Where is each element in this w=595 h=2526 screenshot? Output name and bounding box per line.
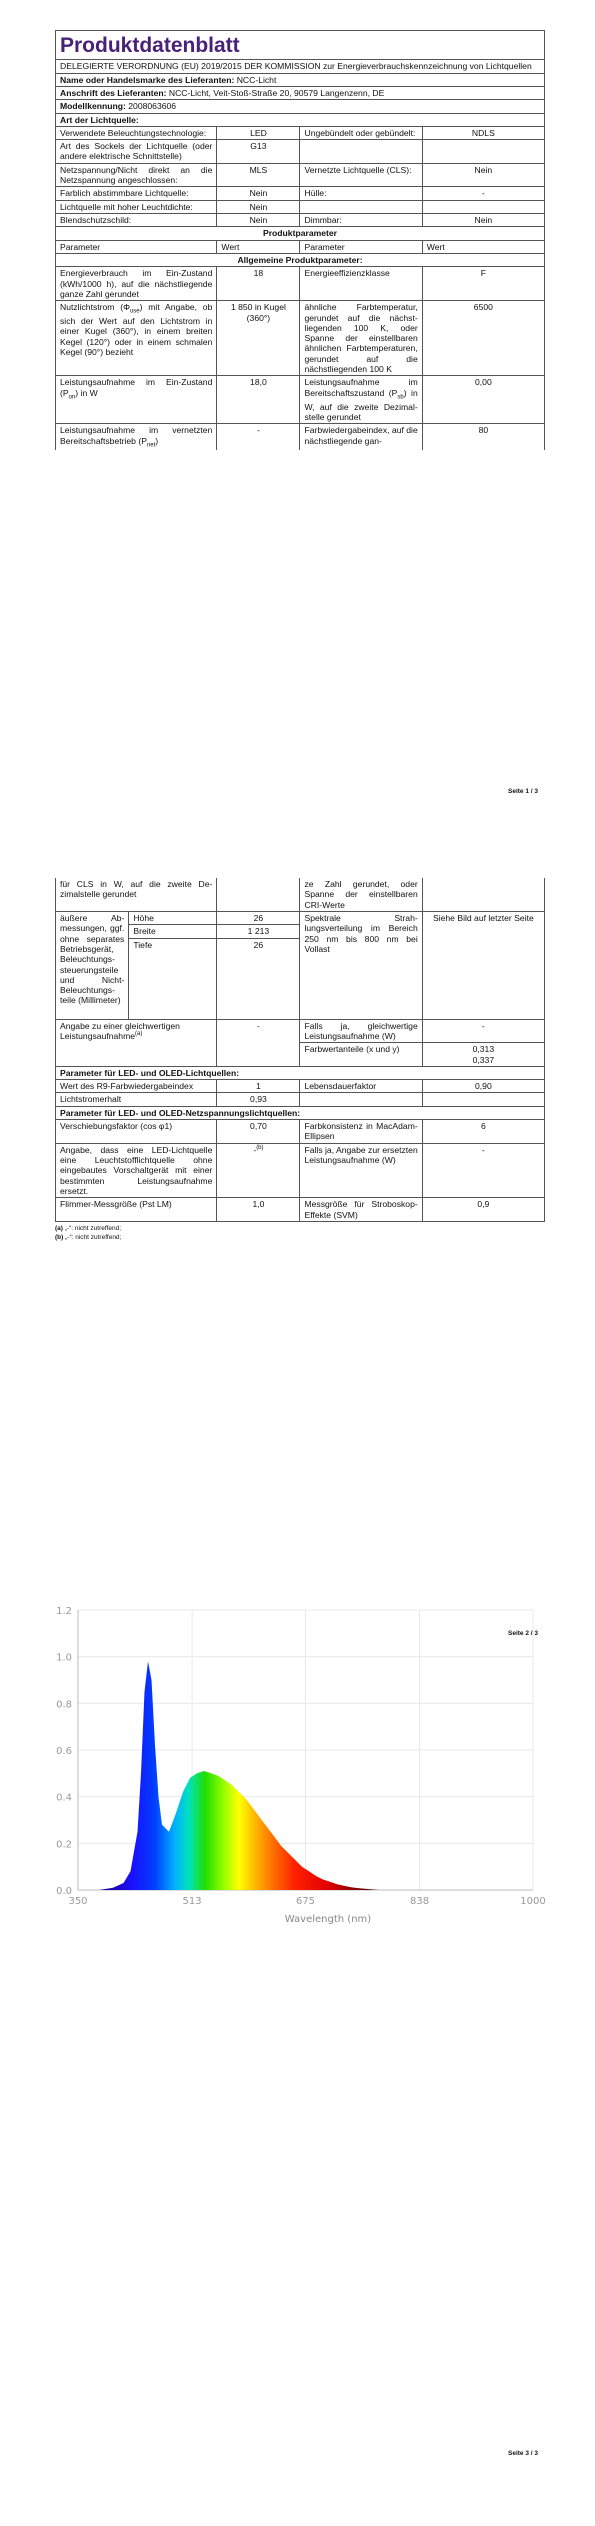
table-row [56, 267, 545, 301]
param-label: ähnliche Farbtemperatur, gerundet auf die nächstliegenden 100 K, oder Spanne der einstellbaren ähnlichen Farbtemperaturen, gerundet auf die nächstliegenden 100 K [300, 301, 422, 376]
param-value: 80 [422, 424, 544, 451]
supplier-address-value: NCC-Licht, Veit-Stoß-Straße 20, 90579 Langenzenn, DE [168, 87, 385, 98]
param-label: Lichtquelle mit hoher Leuchtdichte: [56, 200, 217, 213]
param-label: Vernetzte Lichtquelle (CLS): [300, 163, 422, 187]
model-value: 2008063606 [128, 101, 177, 112]
param-label [300, 200, 422, 213]
table-row [56, 140, 545, 164]
param-label: Blendschutzschild: [56, 214, 217, 227]
param-value: 1 850 in Kugel (360°) [217, 301, 300, 376]
param-value: Siehe Bild auf letzter Seite [422, 911, 544, 1019]
dimension-name: Tiefe [129, 938, 217, 1019]
param-label: Energieverbrauch im Ein-Zustand (kWh/1000 h), auf die nächstliegende ganze Zahl gerundet [56, 267, 217, 301]
param-value [217, 1143, 300, 1198]
param-value: 1,0 [217, 1198, 300, 1222]
param-value: 0,00 [422, 376, 544, 424]
empty-cell [217, 878, 300, 911]
param-value: - [422, 1019, 544, 1043]
page-2 [55, 878, 545, 1242]
param-value: Nein [217, 187, 300, 200]
supplier-address-label: Anschrift des Lieferanten: [60, 87, 167, 98]
param-label: Lichtstromerhalt [56, 1093, 217, 1106]
page-title: Produktdatenblatt [56, 31, 545, 60]
param-label: Nutzlichtstrom $(\Phi_{use})$ mit Angabe, ob sich der Wert auf den Lichtstrom in einer Kugel (360°), in einem breiten Kegel (120°) oder in einem schmalen Kegel (90°) bezieht [56, 301, 217, 376]
dimension-value: 1 213 [217, 925, 300, 938]
page-number: Seite 1 / 3 [508, 788, 538, 795]
param-label: Verschiebungsfaktor (cos φ1) [56, 1120, 217, 1144]
x-tick-label: 838 [410, 1896, 430, 1907]
param-value: - [217, 424, 300, 451]
y-tick-label: 0.2 [56, 1839, 72, 1851]
column-header-row [56, 240, 545, 253]
param-value: G13 [217, 140, 300, 164]
chromaticity-y: 0,337 [472, 1054, 495, 1065]
x-tick-label: 513 [182, 1896, 202, 1907]
table-row [56, 878, 545, 911]
param-label: Messgröße für Stroboskop-Effekte (SVM) [300, 1198, 422, 1222]
param-label: Lebensdauerfaktor [300, 1080, 422, 1093]
datasheet-table-page-2 [55, 878, 545, 1222]
param-label: Netzspannung/Nicht direkt an die Netzspannung angeschlossen: [56, 163, 217, 187]
param-value [422, 1043, 544, 1067]
product-parameters-heading: Produktparameter [56, 227, 545, 240]
dimension-name: Höhe [129, 911, 217, 924]
column-header: Wert [217, 240, 300, 253]
param-label: Energieeffizienzklasse [300, 267, 422, 301]
empty-cell [422, 878, 544, 911]
footnote-text: „-“: nicht zutreffend; [62, 1224, 121, 1232]
param-value [422, 200, 544, 213]
param-label: Leistungsaufnahme im Bereitschaftszustand $(P_{sb})$ in W, auf die zweite Dezimalstelle gerundet [300, 376, 422, 424]
param-label: Spektrale Strahlungsverteilung im Bereich 250 nm bis 800 nm bei Vollast [300, 911, 422, 1019]
param-value: LED [217, 126, 300, 139]
mains-parameters-heading: Parameter für LED- und OLED-Netzspannungslichtquellen: [56, 1106, 545, 1119]
param-value: 6500 [422, 301, 544, 376]
param-label: Flimmer-Messgröße (Pst LM) [56, 1198, 217, 1222]
table-row [56, 424, 545, 451]
supplier-name-value: NCC-Licht [236, 74, 277, 85]
regulation-text: DELEGIERTE VERORDNUNG (EU) 2019/2015 DER KOMMISSION zur Energieverbrauchskennzeichnung von Lichtquellen [56, 60, 545, 73]
table-row [56, 1198, 545, 1222]
param-value: - [422, 1143, 544, 1198]
param-value: 6 [422, 1120, 544, 1144]
x-tick-label: 675 [295, 1896, 316, 1907]
table-row [56, 911, 545, 924]
supplier-name-label: Name oder Handelsmarke des Lieferanten: [60, 74, 235, 85]
param-label: Wert des R9-Farbwiedergabeindex [56, 1080, 217, 1093]
param-value: 0,70 [217, 1120, 300, 1144]
table-row [56, 200, 545, 213]
x-tick-label: 350 [68, 1896, 88, 1907]
param-value [422, 140, 544, 164]
dimension-value: 26 [217, 938, 300, 1019]
spectrum-svg [28, 1600, 548, 1930]
param-value: 18,0 [217, 376, 300, 424]
param-label: Farbwiedergabeindex, auf die nächstliegende gan- [300, 424, 422, 451]
y-tick-label: 0.4 [56, 1792, 72, 1804]
param-label: Falls ja, gleichwertige Leistungsaufnahme (W) [300, 1019, 422, 1043]
param-value: Nein [422, 163, 544, 187]
footnote [55, 1234, 545, 1243]
chart-plot [99, 1661, 379, 1890]
footnote-mark: (b) [55, 1233, 64, 1241]
footnote-ref: (a) [135, 1031, 143, 1038]
param-value: 1 [217, 1080, 300, 1093]
param-value: 0,9 [422, 1198, 544, 1222]
column-header: Parameter [300, 240, 422, 253]
param-label: ze Zahl gerundet, oder Spanne der einstellbaren CRI-Werte [300, 878, 422, 911]
param-label: Angabe, dass eine LED-Lichtquelle eine Leuchtstofflichtquelle ohne eingebautes Vorschaltgerät mit einer bestimmten Leistungsaufnahme ersetzt. [56, 1143, 217, 1198]
equivalent-power-label: Angabe zu einer gleichwertigen Leistungsaufnahme [60, 1020, 180, 1041]
param-value: Nein [217, 214, 300, 227]
param-label: Leistungsaufnahme im Ein-Zustand $(P_{on})$ in W [56, 376, 217, 424]
table-row [56, 376, 545, 424]
general-parameters-heading: Allgemeine Produktparameter: [56, 253, 545, 266]
chart-ticks [56, 1606, 546, 1907]
footnote-mark: (a) [55, 1224, 63, 1232]
param-label: Art des Sockels der Lichtquelle (oder andere elektrische Schnittstelle) [56, 140, 217, 164]
param-value: MLS [217, 163, 300, 187]
led-parameters-heading: Parameter für LED- und OLED-Lichtquellen: [56, 1066, 545, 1079]
param-label: Farbwertanteile (x und y) [300, 1043, 422, 1067]
column-header: Wert [422, 240, 544, 253]
footnote-text: „-“: nicht zutreffend; [63, 1233, 122, 1241]
footnote [55, 1225, 545, 1234]
page-number: Seite 2 / 3 [508, 1630, 538, 1637]
y-tick-label: 0.0 [56, 1886, 72, 1897]
value-text: - [253, 1144, 257, 1155]
page-1 [55, 30, 545, 450]
spectrum-area [99, 1661, 379, 1890]
y-tick-label: 1.0 [56, 1652, 72, 1664]
param-value: 0,93 [217, 1093, 300, 1106]
model-label: Modellkennung: [60, 101, 126, 112]
datasheet-table-page-1 [55, 30, 545, 450]
table-row [56, 187, 545, 200]
param-label: Farblich abstimmbare Lichtquelle: [56, 187, 217, 200]
x-tick-label: 1000 [520, 1896, 546, 1907]
y-tick-label: 1.2 [56, 1606, 72, 1617]
param-label: Verwendete Beleuchtungstechnologie: [56, 126, 217, 139]
column-header: Parameter [56, 240, 217, 253]
page-number: Seite 3 / 3 [508, 2450, 538, 2457]
table-row [56, 1093, 545, 1106]
param-label: Dimmbar: [300, 214, 422, 227]
table-row [56, 1019, 545, 1043]
table-row [56, 163, 545, 187]
table-row [56, 214, 545, 227]
footnote-ref: (b) [256, 1144, 264, 1151]
footnotes [55, 1225, 545, 1243]
param-value: Nein [422, 214, 544, 227]
param-label: Leistungsaufnahme im vernetzten Bereitschaftsbetrieb $(P_{net})$ [56, 424, 217, 451]
table-row [56, 126, 545, 139]
param-label [56, 1019, 217, 1066]
dimensions-label: äußere Abmessungen, ggf. ohne separates Betriebsgerät, Beleuchtungssteuerungsteile und Nicht-Beleuchtungsteile (Millimeter) [56, 911, 129, 1019]
table-row [56, 1120, 545, 1144]
param-value: - [217, 1019, 300, 1066]
table-row [56, 1080, 545, 1093]
param-value: F [422, 267, 544, 301]
param-value: 18 [217, 267, 300, 301]
x-axis-label: Wavelength (nm) [284, 1914, 372, 1925]
param-value: - [422, 187, 544, 200]
dimension-name: Breite [129, 925, 217, 938]
param-value: 0,90 [422, 1080, 544, 1093]
param-label: für CLS in W, auf die zweite Dezimalstelle gerundet [56, 878, 217, 911]
param-label [300, 140, 422, 164]
y-tick-label: 0.6 [56, 1746, 72, 1757]
param-label: Ungebündelt oder gebündelt: [300, 126, 422, 139]
y-tick-label: 0.8 [56, 1699, 72, 1711]
param-label: Hülle: [300, 187, 422, 200]
spectrum-chart [28, 1600, 548, 1930]
light-source-type-heading: Art der Lichtquelle: [56, 113, 545, 126]
supplier-address-row [56, 86, 545, 99]
dimension-value: 26 [217, 911, 300, 924]
table-row [56, 1143, 545, 1198]
param-value: Nein [217, 200, 300, 213]
param-label: Farbkonsistenz in MacAdam-Ellipsen [300, 1120, 422, 1144]
param-value: NDLS [422, 126, 544, 139]
supplier-name-row [56, 73, 545, 86]
param-label [300, 1093, 422, 1106]
table-row [56, 301, 545, 376]
param-value [422, 1093, 544, 1106]
param-label: Falls ja, Angabe zur ersetzten Leistungsaufnahme (W) [300, 1143, 422, 1198]
model-row [56, 100, 545, 113]
chromaticity-x: 0,313 [472, 1044, 495, 1055]
